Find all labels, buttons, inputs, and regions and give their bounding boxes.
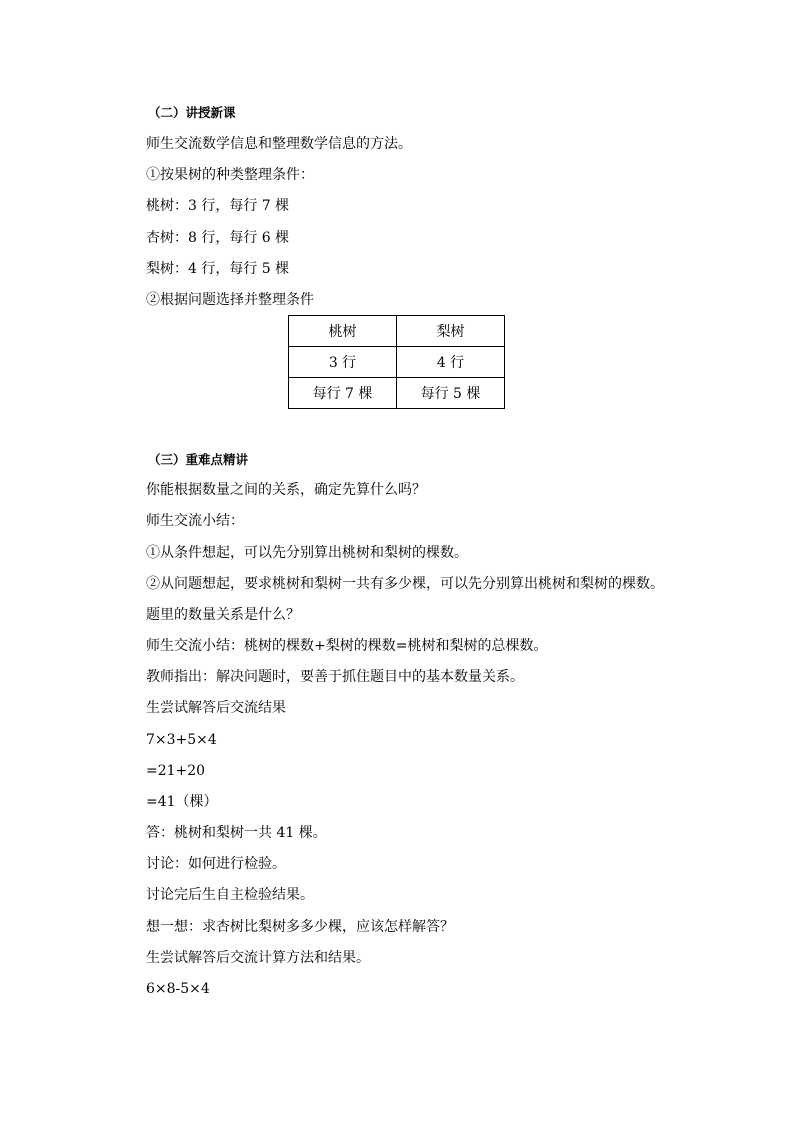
table-cell: 桃树 (289, 316, 397, 347)
text-line: 想一想：求杏树比梨树多多少棵，应该怎样解答？ (146, 919, 454, 935)
text-line: ①从条件想起，可以先分别算出桃树和梨树的棵数。 (146, 545, 468, 561)
section-heading-key-points: （三）重难点精讲 (148, 452, 249, 467)
table-cell: 4 行 (397, 347, 505, 378)
text-line: 桃树：3 行，每行 7 棵 (146, 198, 290, 214)
text-line: 梨树：4 行，每行 5 棵 (146, 261, 290, 277)
text-line: 师生交流小结：桃树的棵数+梨树的棵数=桃树和梨树的总棵数。 (146, 638, 548, 654)
text-line: 师生交流小结： (146, 513, 244, 529)
text-line: 杏树：8 行，每行 6 棵 (146, 230, 290, 246)
table-row (289, 316, 505, 347)
conditions-table (288, 315, 505, 409)
table-cell: 每行 5 棵 (397, 378, 505, 409)
equation-line: =21+20 (146, 763, 206, 779)
text-line: 生尝试解答后交流计算方法和结果。 (146, 950, 370, 966)
table-row (289, 378, 505, 409)
equation-line: 6×8-5×4 (146, 981, 210, 997)
answer-line: 答：桃树和梨树一共 41 棵。 (146, 825, 327, 841)
equation-line: =41（棵） (146, 794, 218, 810)
text-line: 师生交流数学信息和整理数学信息的方法。 (146, 136, 412, 152)
text-line: ②根据问题选择并整理条件 (146, 292, 314, 308)
text-line: 教师指出：解决问题时，要善于抓住题目中的基本数量关系。 (146, 669, 524, 685)
section-heading-new-lesson: （二）讲授新课 (148, 105, 236, 120)
table-cell: 梨树 (397, 316, 505, 347)
text-line: 讨论：如何进行检验。 (146, 856, 286, 872)
text-line: ①按果树的种类整理条件： (146, 167, 314, 183)
table-row (289, 347, 505, 378)
text-line: 生尝试解答后交流结果 (146, 700, 286, 716)
text-line: 讨论完后生自主检验结果。 (146, 887, 314, 903)
text-line: 你能根据数量之间的关系，确定先算什么吗？ (146, 482, 426, 498)
table-cell: 每行 7 棵 (289, 378, 397, 409)
text-line: ②从问题想起，要求桃树和梨树一共有多少棵，可以先分别算出桃树和梨树的棵数。 (146, 576, 664, 592)
table-cell: 3 行 (289, 347, 397, 378)
text-line: 题里的数量关系是什么？ (146, 607, 300, 623)
equation-line: 7×3+5×4 (146, 732, 217, 748)
